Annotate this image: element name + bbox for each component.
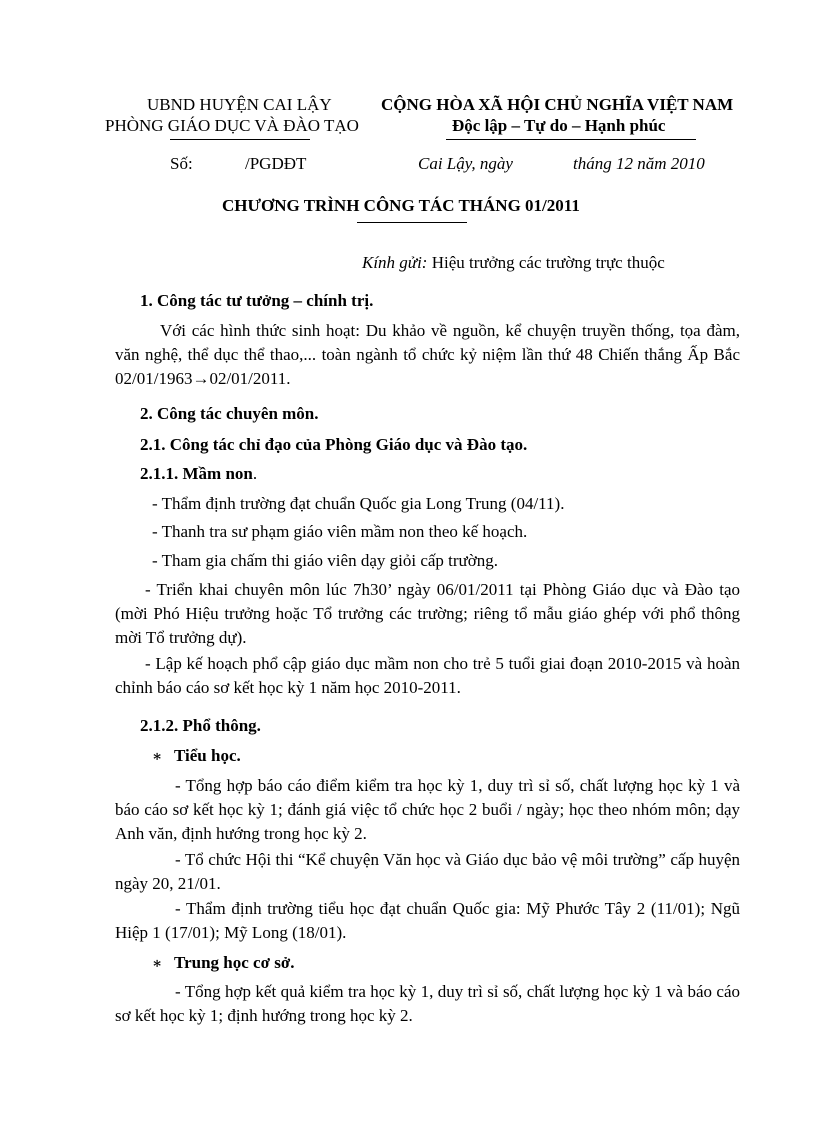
doc-number-value: /PGDĐT [245, 154, 307, 173]
recipient-value: Hiệu trưởng các trường trực thuộc [431, 253, 665, 272]
section211-dot: . [252, 464, 258, 483]
header-right-rule [446, 139, 696, 140]
thcs-item-1: - Tổng hợp kết quả kiểm tra học kỳ 1, duy trì sỉ số, chất lượng học kỳ 1 và báo cáo sơ kết học kỳ 1; định hướng trong học kỳ 2. [115, 982, 740, 1025]
department-name: PHÒNG GIÁO DỤC VÀ ĐÀO TẠO [105, 116, 359, 135]
place-date: Cai Lậy, ngày [418, 154, 513, 173]
recipient-line [362, 253, 665, 273]
mamnon-item-2: - Thanh tra sư phạm giáo viên mầm non theo kế hoạch. [152, 522, 528, 541]
section211-title: 2.1.1. Mầm non [140, 464, 253, 483]
recipient-label: Kính gửi: [362, 253, 428, 272]
section1-body: Với các hình thức sinh hoạt: Du khảo về nguồn, kể chuyện truyền thống, tọa đàm, văn nghệ, thể dục thể thao,... toàn ngành tổ chức kỷ niệm lần thứ 48 Chiến thắng Ấp Bắc 02/01/1963→02/01/2011. [115, 321, 740, 388]
star-bullet-icon: ∗ [152, 749, 163, 765]
national-motto: Độc lập – Tự do – Hạnh phúc [452, 116, 666, 135]
mamnon-item-1: - Thẩm định trường đạt chuẩn Quốc gia Long Trung (04/11). [152, 494, 565, 513]
month-year: tháng 12 năm 2010 [573, 154, 705, 173]
mamnon-para-1: - Triển khai chuyên môn lúc 7h30’ ngày 06/01/2011 tại Phòng Giáo dục và Đào tạo (mời Phó Hiệu trưởng hoặc Tổ trưởng các trường; riêng tổ mẫu giáo ghép với phổ thông mời Tổ trưởng dự). [115, 580, 740, 647]
tieuhoc-item-2: - Tổ chức Hội thi “Kể chuyện Văn học và Giáo dục bảo vệ môi trường” cấp huyện ngày 20, 21/01. [115, 850, 740, 893]
section2-heading: 2. Công tác chuyên môn. [140, 404, 319, 423]
mamnon-item-3: - Tham gia chấm thi giáo viên dạy giỏi cấp trường. [152, 551, 498, 570]
agency-name: UBND HUYỆN CAI LẬY [147, 95, 332, 114]
page-title: CHƯƠNG TRÌNH CÔNG TÁC THÁNG 01/2011 [222, 196, 580, 215]
title-rule [357, 222, 467, 223]
section211-heading [140, 464, 257, 484]
header-left-rule [170, 139, 310, 140]
tieuhoc-item-1: - Tổng hợp báo cáo điểm kiểm tra học kỳ 1, duy trì sỉ số, chất lượng học kỳ 1 và báo cáo sơ kết học kỳ 1; đánh giá việc tổ chức học 2 buổi / ngày; học theo nhóm môn; dạy Anh văn, định hướng trong học kỳ 2. [115, 776, 740, 843]
thcs-heading-row [152, 953, 295, 973]
section21-heading: 2.1. Công tác chỉ đạo của Phòng Giáo dục và Đào tạo. [140, 435, 528, 454]
national-title: CỘNG HÒA XÃ HỘI CHỦ NGHĨA VIỆT NAM [381, 95, 734, 114]
tieuhoc-heading-row [152, 746, 241, 766]
mamnon-para-2: - Lập kế hoạch phổ cập giáo dục mầm non cho trẻ 5 tuổi giai đoạn 2010-2015 và hoàn chỉnh báo cáo sơ kết học kỳ 1 năm học 2010-2011. [115, 654, 740, 697]
thcs-heading: Trung học cơ sở. [174, 953, 295, 972]
doc-number-label: Số: [170, 154, 193, 173]
star-bullet-icon: ∗ [152, 956, 163, 972]
section1-heading: 1. Công tác tư tưởng – chính trị. [140, 291, 374, 310]
tieuhoc-item-3: - Thẩm định trường tiểu học đạt chuẩn Quốc gia: Mỹ Phước Tây 2 (11/01); Ngũ Hiệp 1 (17/01); Mỹ Long (18/01). [115, 899, 740, 942]
section212-heading: 2.1.2. Phổ thông. [140, 716, 261, 735]
tieuhoc-heading: Tiểu học. [174, 746, 241, 765]
